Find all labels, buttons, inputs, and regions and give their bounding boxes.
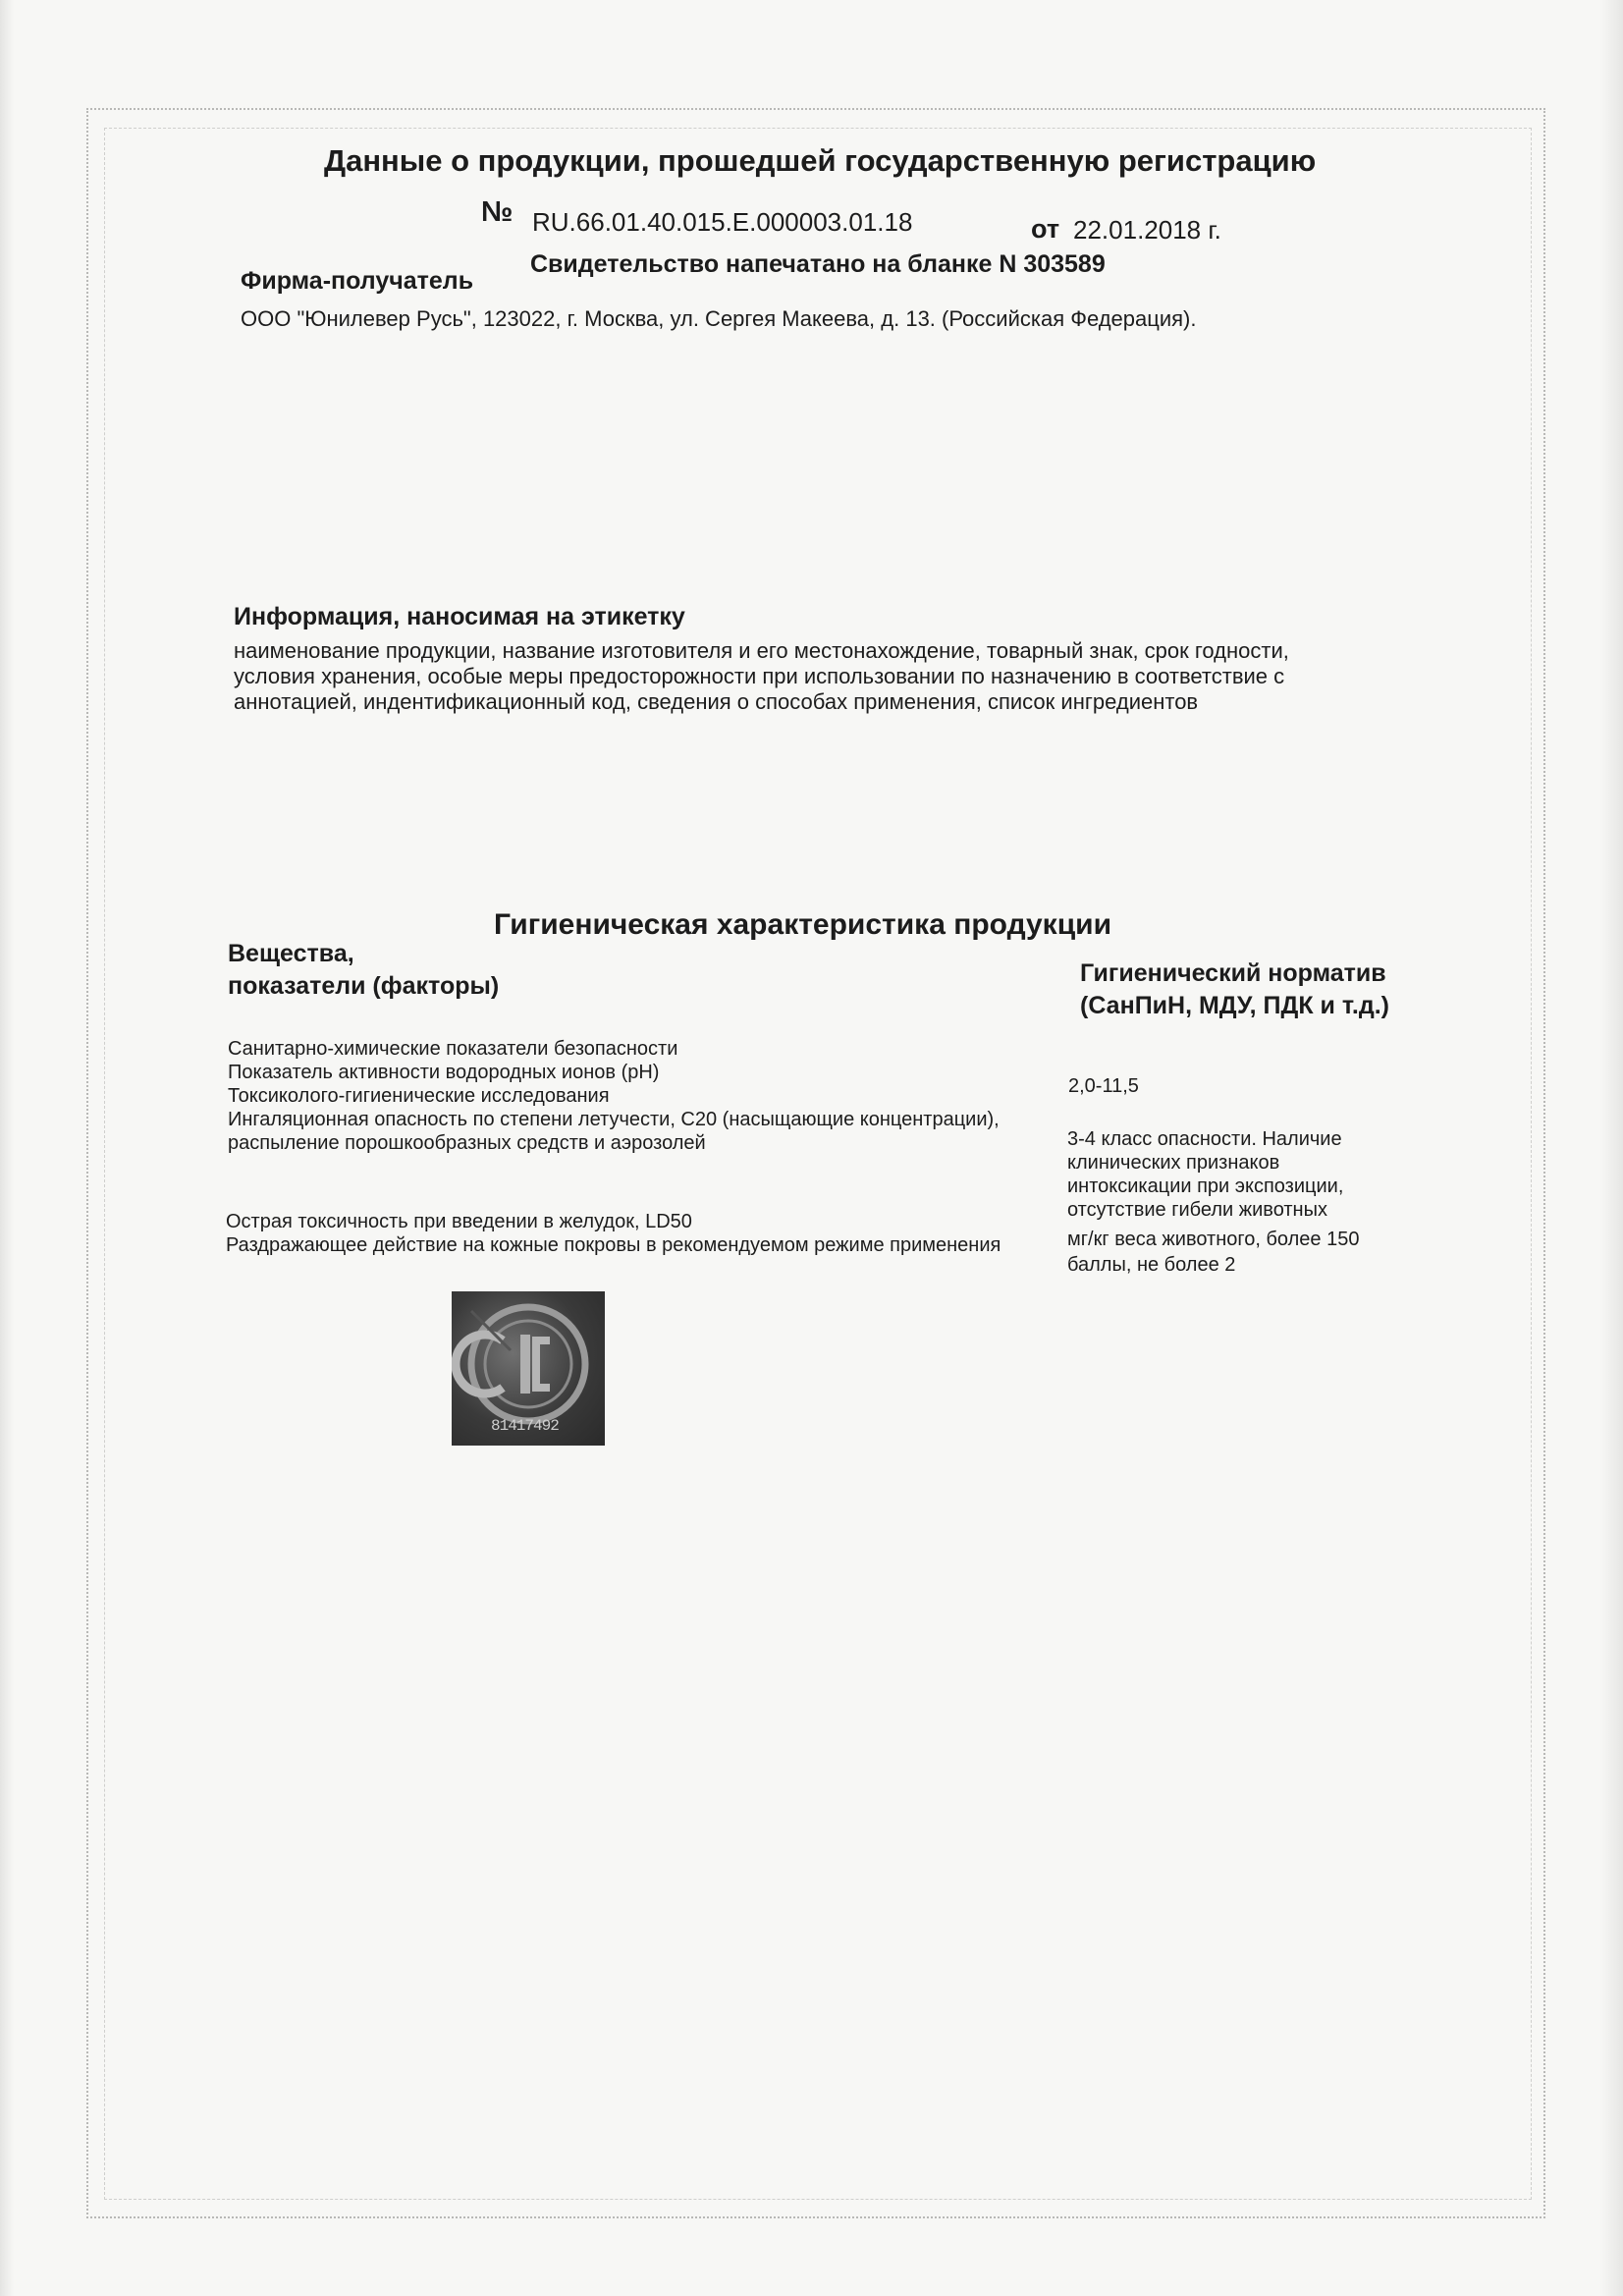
indicator-item: распыление порошкообразных средств и аэрозолей xyxy=(228,1132,706,1154)
label-info-line: наименование продукции, название изготовителя и его местонахождение, товарный знак, срок годности, xyxy=(234,638,1289,663)
norm-item: клинических признаков xyxy=(1067,1152,1280,1174)
recipient-heading: Фирма-получатель xyxy=(241,267,474,295)
norm-item: отсутствие гибели животных xyxy=(1067,1199,1327,1221)
norm-item: интоксикации при экспозиции, xyxy=(1067,1175,1344,1197)
number-label: № xyxy=(481,196,514,228)
norm-item: мг/кг веса животного, более 150 xyxy=(1067,1229,1360,1250)
seal-number: 81417492 xyxy=(491,1417,559,1435)
norm-heading-line2: (СанПиН, МДУ, ПДК и т.д.) xyxy=(1080,992,1389,1019)
blank-number-note: Свидетельство напечатано на бланке N 303589 xyxy=(530,250,1106,278)
indicator-item: Токсиколого-гигиенические исследования xyxy=(228,1085,610,1107)
norm-heading-line1: Гигиенический норматив xyxy=(1080,959,1386,987)
norm-item: 3-4 класс опасности. Наличие xyxy=(1067,1128,1342,1150)
label-info-heading: Информация, наносимая на этикетку xyxy=(234,603,685,630)
indicator-item: Показатель активности водородных ионов (рН) xyxy=(228,1062,660,1083)
substances-heading-line2: показатели (факторы) xyxy=(228,972,500,1000)
date-label: от xyxy=(1031,214,1060,244)
document-title: Данные о продукции, прошедшей государственную регистрацию xyxy=(324,143,1317,178)
hygiene-title: Гигиеническая характеристика продукции xyxy=(494,908,1112,941)
hologram-seal xyxy=(452,1291,605,1446)
recipient-address: ООО "Юнилевер Русь", 123022, г. Москва, ул. Сергея Макеева, д. 13. (Российская Федерация). xyxy=(241,306,1197,331)
ph-norm-value: 2,0-11,5 xyxy=(1068,1075,1139,1097)
label-info-line: условия хранения, особые меры предосторожности при использовании по назначению в соответствие с xyxy=(234,664,1285,688)
registration-date: 22.01.2018 г. xyxy=(1073,215,1221,245)
indicator-item: Санитарно-химические показатели безопасности xyxy=(228,1038,678,1060)
label-info-line: аннотацией, индентификационный код, сведения о способах применения, список ингредиентов xyxy=(234,689,1199,714)
registration-number: RU.66.01.40.015.E.000003.01.18 xyxy=(532,207,913,237)
indicator-item: Острая токсичность при введении в желудок, LD50 xyxy=(226,1211,692,1232)
indicator-item: Ингаляционная опасность по степени летучести, С20 (насыщающие концентрации), xyxy=(228,1109,1000,1130)
indicator-item: Раздражающее действие на кожные покровы в рекомендуемом режиме применения xyxy=(226,1234,1001,1256)
document-inner-border xyxy=(104,128,1532,2200)
norm-item: баллы, не более 2 xyxy=(1067,1254,1236,1276)
substances-heading-line1: Вещества, xyxy=(228,940,354,967)
